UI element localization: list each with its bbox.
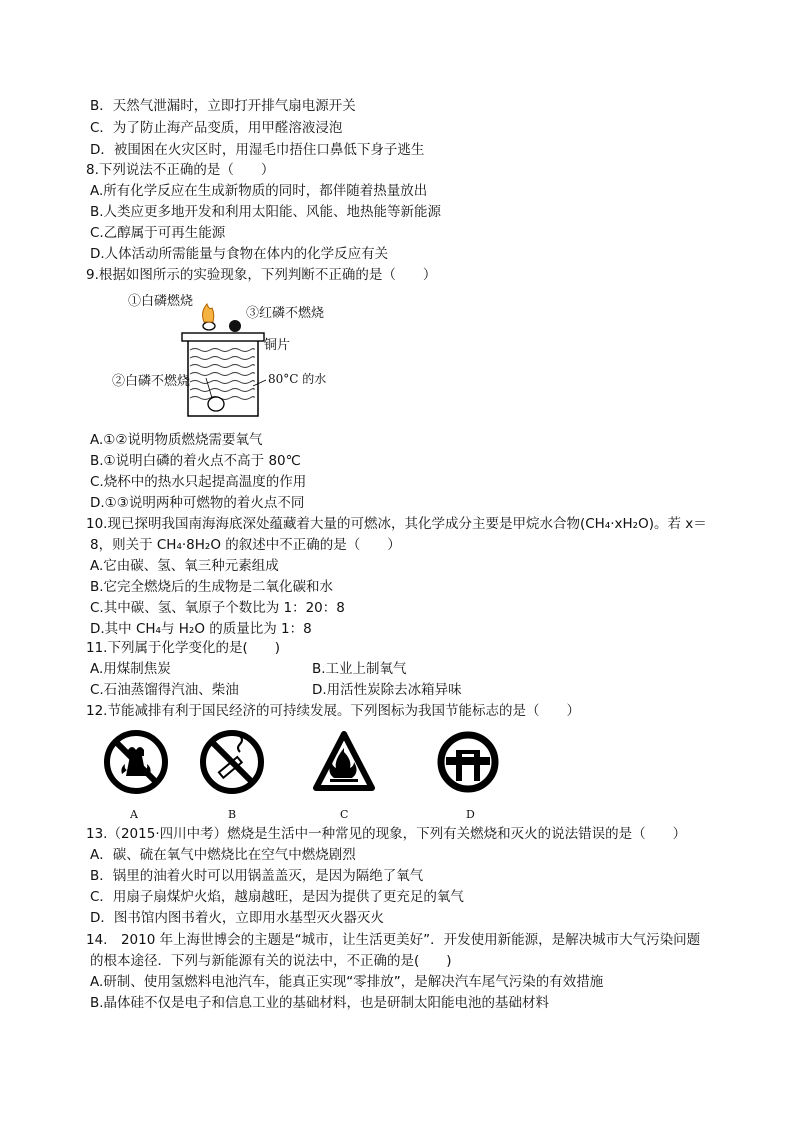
sign-c <box>312 730 376 798</box>
q9-option-b: B.①说明白磷的着火点不高于 80℃ <box>90 453 301 469</box>
q11-stem: 11.下列属于化学变化的是( ) <box>86 640 281 656</box>
label-hot-water: 80°C 的水 <box>268 372 327 386</box>
q11-option-d: D.用活性炭除去冰箱异味 <box>312 682 462 698</box>
q8-option-d: D.人体活动所需能量与食物在体内的化学反应有关 <box>90 246 389 262</box>
sign-label-c: C <box>340 808 349 821</box>
q8-option-a: A.所有化学反应在生成新物质的同时，都伴随着热量放出 <box>90 183 428 199</box>
no-smoking-sign-icon <box>200 730 264 794</box>
q9-option-c: C.烧杯中的热水只起提高温度的作用 <box>90 474 307 490</box>
q7-option-c: C．为了防止海产品变质，用甲醛溶液浸泡 <box>90 120 343 136</box>
label-white-phosphorus-no-burn: ②白磷不燃烧 <box>112 374 191 389</box>
red-phosphorus <box>229 320 241 332</box>
sign-d <box>434 730 502 798</box>
sign-label-d: D <box>466 808 475 821</box>
q13-option-c: C．用扇子扇煤炉火焰，越扇越旺，是因为提供了更充足的氧气 <box>90 889 464 905</box>
no-burning-sign-icon <box>104 730 168 794</box>
q10-option-b: B.它完全燃烧后的生成物是二氧化碳和水 <box>90 579 334 595</box>
q9-option-d: D.①③说明两种可燃物的着火点不同 <box>90 495 305 511</box>
label-copper-plate: 铜片 <box>264 338 291 353</box>
label-red-phosphorus-no-burn: ③红磷不燃烧 <box>246 306 325 321</box>
q14-stem-line1: 14. 2010 年上海世博会的主题是“城市，让生活更美好”．开发使用新能源，是解决城市大气污染问题 <box>86 932 701 948</box>
q8-option-b: B.人类应更多地开发和利用太阳能、风能、地热能等新能源 <box>90 204 442 220</box>
beaker-diagram <box>108 288 368 428</box>
q14-option-a: A.研制、使用氢燃料电池汽车，能真正实现“零排放”，是解决汽车尾气污染的有效措施 <box>90 974 604 990</box>
hot-water <box>190 349 254 400</box>
q11-option-a: A.用煤制焦炭 <box>90 661 171 677</box>
q14-stem-line2: 的根本途径．下列与新能源有关的说法中，不正确的是( ) <box>90 953 452 969</box>
sign-a <box>104 730 168 798</box>
q8-stem: 8.下列说法不正确的是（ ） <box>86 162 275 178</box>
q9-stem: 9.根据如图所示的实验现象，下列判断不正确的是（ ） <box>86 267 437 283</box>
copper-plate <box>182 333 264 341</box>
sign-label-a: A <box>130 808 138 821</box>
flammable-warning-icon <box>312 730 376 794</box>
q13-option-d: D．图书馆内图书着火，立即用水基型灭火器灭火 <box>90 910 384 926</box>
flame-icon <box>203 304 214 322</box>
energy-saving-sign-icon <box>434 730 502 794</box>
q10-stem-line2: 8，则关于 CH₄·8H₂O 的叙述中不正确的是（ ） <box>90 537 401 553</box>
q13-stem: 13.（2015·四川中考）燃烧是生活中一种常见的现象，下列有关燃烧和灭火的说法错误的是（ ） <box>86 826 687 842</box>
q10-option-c: C.其中碳、氢、氧原子个数比为 1：20：8 <box>90 600 345 616</box>
q10-stem-line1: 10.现已探明我国南海海底深处蕴藏着大量的可燃冰，其化学成分主要是甲烷水合物(CH₄·xH₂O)。若 x＝ <box>86 516 707 532</box>
q11-option-c: C.石油蒸馏得汽油、柴油 <box>90 682 239 698</box>
q13-option-b: B．锅里的油着火时可以用锅盖盖灭，是因为隔绝了氧气 <box>90 868 424 884</box>
sign-b <box>200 730 264 798</box>
white-phosphorus-1 <box>203 322 215 330</box>
sign-label-b: B <box>228 808 237 821</box>
white-phosphorus-2 <box>208 397 224 411</box>
q8-option-c: C.乙醇属于可再生能源 <box>90 225 226 241</box>
q10-option-a: A.它由碳、氢、氧三种元素组成 <box>90 558 279 574</box>
q10-option-d: D.其中 CH₄与 H₂O 的质量比为 1：8 <box>90 621 312 637</box>
label-white-phosphorus-burns: ①白磷燃烧 <box>128 294 194 309</box>
q7-option-d: D．被围困在火灾区时，用湿毛巾捂住口鼻低下身子逃生 <box>90 142 425 158</box>
q11-option-b: B.工业上制氧气 <box>312 661 407 677</box>
q13-option-a: A．碳、硫在氧气中燃烧比在空气中燃烧剧烈 <box>90 847 356 863</box>
q14-option-b: B.晶体硅不仅是电子和信息工业的基础材料，也是研制太阳能电池的基础材料 <box>90 995 550 1011</box>
q7-option-b: B．天然气泄漏时，立即打开排气扇电源开关 <box>90 98 356 114</box>
q9-figure <box>108 288 368 428</box>
q9-option-a: A.①②说明物质燃烧需要氧气 <box>90 432 263 448</box>
q12-stem: 12.节能减排有利于国民经济的可持续发展。下列图标为我国节能标志的是（ ） <box>86 703 580 719</box>
